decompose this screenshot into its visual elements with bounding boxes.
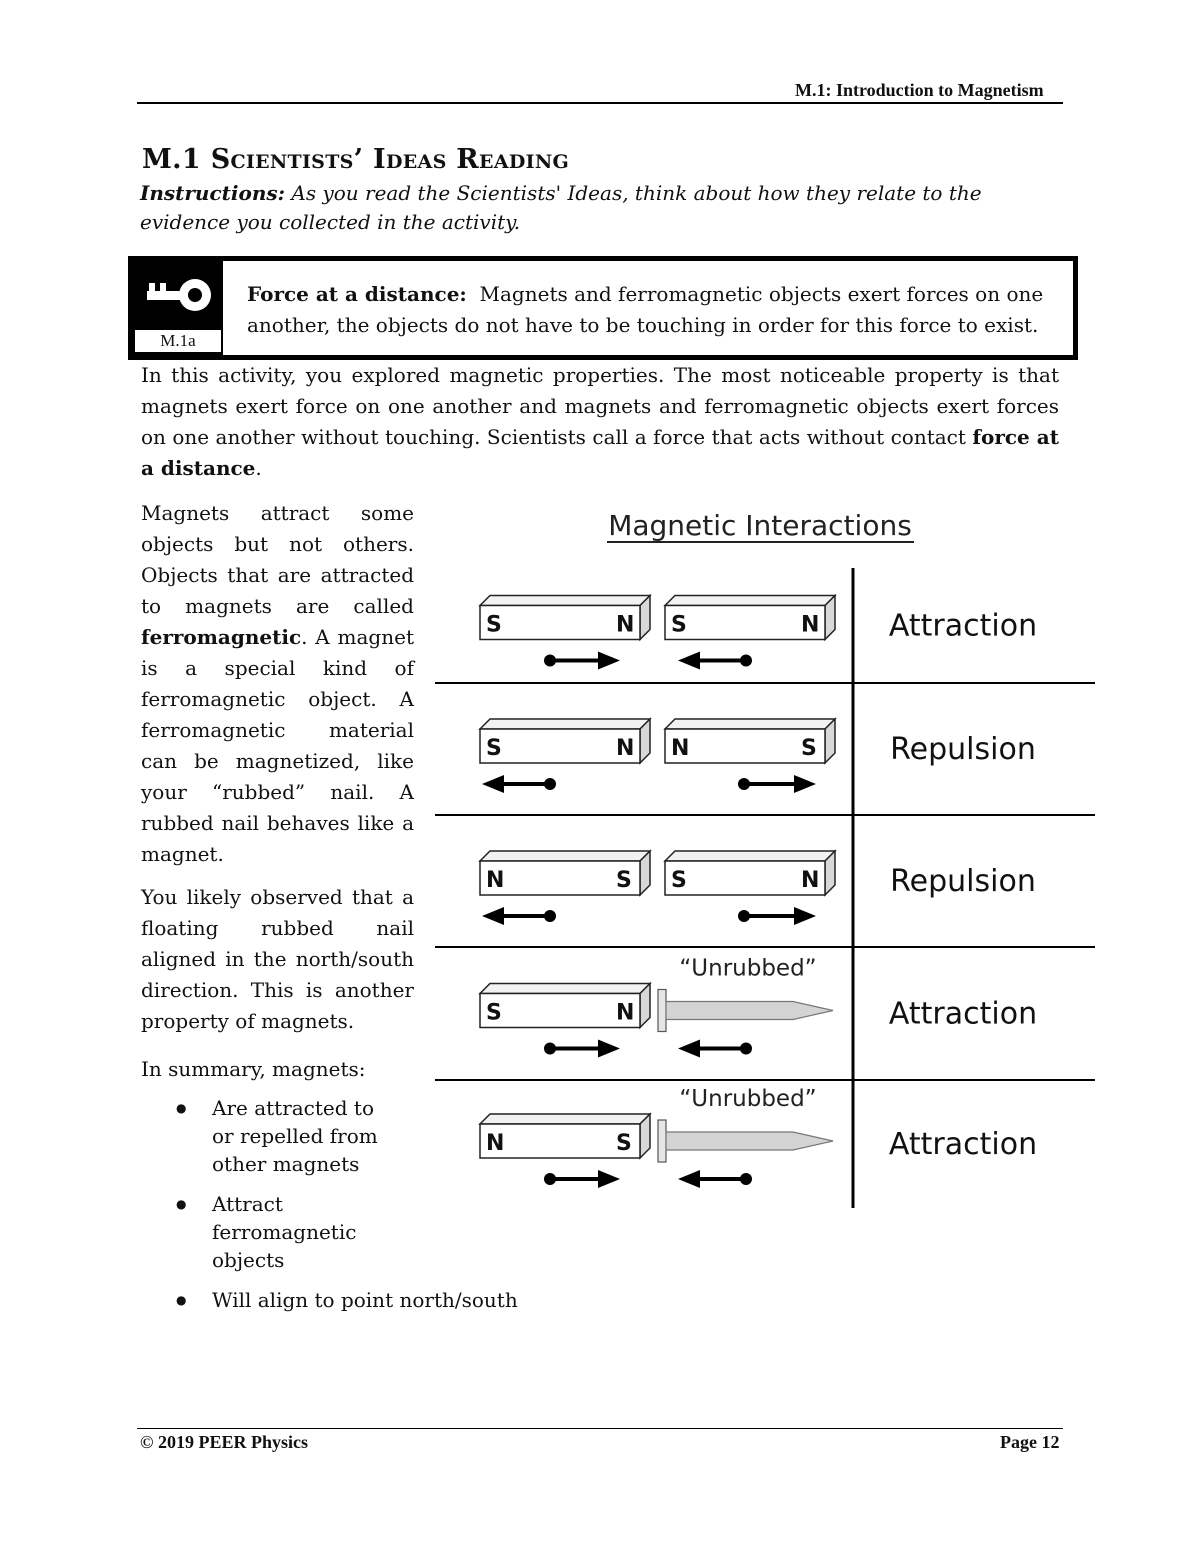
force-arrow-dot <box>544 1173 556 1185</box>
magnet-top-face <box>480 1114 650 1124</box>
interaction-result-label: Repulsion <box>890 732 1036 767</box>
footer-page-number: Page 12 <box>1000 1432 1060 1452</box>
nail-head <box>658 990 666 1032</box>
magnet-pole-label: S <box>486 612 502 638</box>
section-number: M.1 <box>142 144 201 175</box>
figure-title: Magnetic Interactions <box>608 509 912 542</box>
magnet-pole-label: S <box>486 736 502 761</box>
magnet-pole-label: S <box>616 1131 632 1156</box>
interaction-result-label: Attraction <box>888 996 1038 1032</box>
magnet-pole-label: N <box>616 1000 635 1026</box>
intro-term: force at a distance <box>141 425 1060 480</box>
nail-shaft <box>666 1132 833 1150</box>
magnet-top-face <box>480 596 650 606</box>
interaction-row <box>435 815 1095 925</box>
intro-text: In this activity, you explored magnetic properties. The most noticeable property is that magnets exert force on one another and magnets and ferromagnetic objects exert forces on one another without touching. Scientists call a force that acts without contact <box>141 363 1059 449</box>
magnet-pole-label: N <box>671 736 690 761</box>
paragraph-alignment: You likely observed that a floating rubbed nail aligned in the north/south direction. This is another property of magnets. <box>141 885 414 1033</box>
instructions-label: Instructions: <box>140 181 286 205</box>
list-item: ● Will align to point north/south <box>176 1286 542 1314</box>
magnet-top-face <box>665 596 835 606</box>
magnet-top-face <box>480 984 650 994</box>
magnet-pole-label: N <box>801 868 820 893</box>
key-idea-term: Force at a distance: <box>247 282 467 306</box>
magnet-pole-label: S <box>671 612 687 638</box>
interaction-row <box>435 1080 1095 1188</box>
instructions <box>140 179 1060 237</box>
paragraph-ferromagnetic <box>141 498 414 870</box>
nail-label: “Unrubbed” <box>679 1086 817 1112</box>
running-header: M.1: Introduction to Magnetism <box>795 80 1044 100</box>
magnet-top-face <box>480 851 650 861</box>
magnet-pole-label: S <box>486 1000 502 1026</box>
force-arrow-head <box>598 1170 620 1188</box>
key-glyph <box>133 261 223 331</box>
nail-head <box>658 1120 666 1162</box>
section-title <box>142 144 569 175</box>
force-arrow-dot <box>544 778 556 790</box>
magnet-pole-label: N <box>616 612 635 638</box>
force-arrow-head <box>482 907 504 925</box>
force-arrow-head <box>794 907 816 925</box>
section-title-text: Scientists’ Ideas Reading <box>210 144 570 175</box>
force-arrow-dot <box>544 655 556 667</box>
interaction-result-label: Attraction <box>888 608 1038 644</box>
instructions-text: As you read the Scientists' Ideas, think about how they relate to the evidence you collected in the activity. <box>140 181 982 234</box>
nail-shaft <box>666 1002 833 1020</box>
force-arrow-dot <box>740 1043 752 1055</box>
magnet-pole-label: S <box>671 868 687 893</box>
list-item: ● Are attracted to or repelled from other magnets <box>176 1094 392 1178</box>
magnet-top-face <box>665 851 835 861</box>
p1-term: ferromagnetic <box>141 625 302 649</box>
force-arrow-dot <box>544 910 556 922</box>
magnet-pole-label: N <box>486 868 505 893</box>
interaction-result-label: Repulsion <box>890 864 1036 899</box>
interaction-result-label: Attraction <box>888 1127 1038 1162</box>
magnet-pole-label: N <box>616 736 635 761</box>
nail-label: “Unrubbed” <box>679 955 817 982</box>
force-arrow-dot <box>738 778 750 790</box>
left-column <box>141 498 414 1049</box>
key-idea-text <box>247 279 1047 341</box>
magnet-pole-label: S <box>616 868 632 893</box>
magnet-pole-label: N <box>486 1131 505 1156</box>
force-arrow-head <box>678 1170 700 1188</box>
magnet-top-face <box>665 719 835 729</box>
magnetic-interactions-figure <box>430 500 1100 1215</box>
footer-rule <box>137 1428 1063 1429</box>
force-arrow-head <box>598 652 620 670</box>
key-idea-label: M.1a <box>135 330 221 352</box>
p1-text-a: Magnets attract some objects but not others. Objects that are attracted to magnets are called <box>141 501 414 618</box>
force-arrow-dot <box>544 1043 556 1055</box>
magnet-top-face <box>480 719 650 729</box>
key-idea-definition: Magnets and ferromagnetic objects exert forces on one another, the objects do not have to be touching in order for this force to exist. <box>247 282 1044 337</box>
interaction-row <box>480 596 1037 670</box>
intro-end: . <box>255 456 262 480</box>
force-arrow-dot <box>738 910 750 922</box>
list-item: ● Attract ferromagnetic objects <box>176 1190 412 1274</box>
force-arrow-dot <box>740 655 752 667</box>
force-arrow-head <box>794 775 816 793</box>
force-arrow-head <box>678 1040 700 1058</box>
footer-copyright: © 2019 PEER Physics <box>140 1432 308 1452</box>
magnet-pole-label: S <box>801 736 817 761</box>
figure-rows <box>435 596 1095 1189</box>
force-arrow-head <box>678 652 700 670</box>
force-arrow-dot <box>740 1173 752 1185</box>
p1-text-b: . A magnet is a special kind of ferromagnetic object. A ferromagnetic material can be magnetized, like your “rubbed” nail. A rubbed nail behaves like a magnet. <box>141 625 414 866</box>
magnet-pole-label: N <box>801 612 820 638</box>
intro-paragraph <box>141 360 1059 484</box>
interaction-row <box>435 947 1095 1058</box>
summary-intro: In summary, magnets: <box>141 1057 366 1081</box>
force-arrow-head <box>482 775 504 793</box>
force-arrow-head <box>598 1040 620 1058</box>
interaction-row <box>435 683 1095 793</box>
header-rule <box>137 102 1063 104</box>
